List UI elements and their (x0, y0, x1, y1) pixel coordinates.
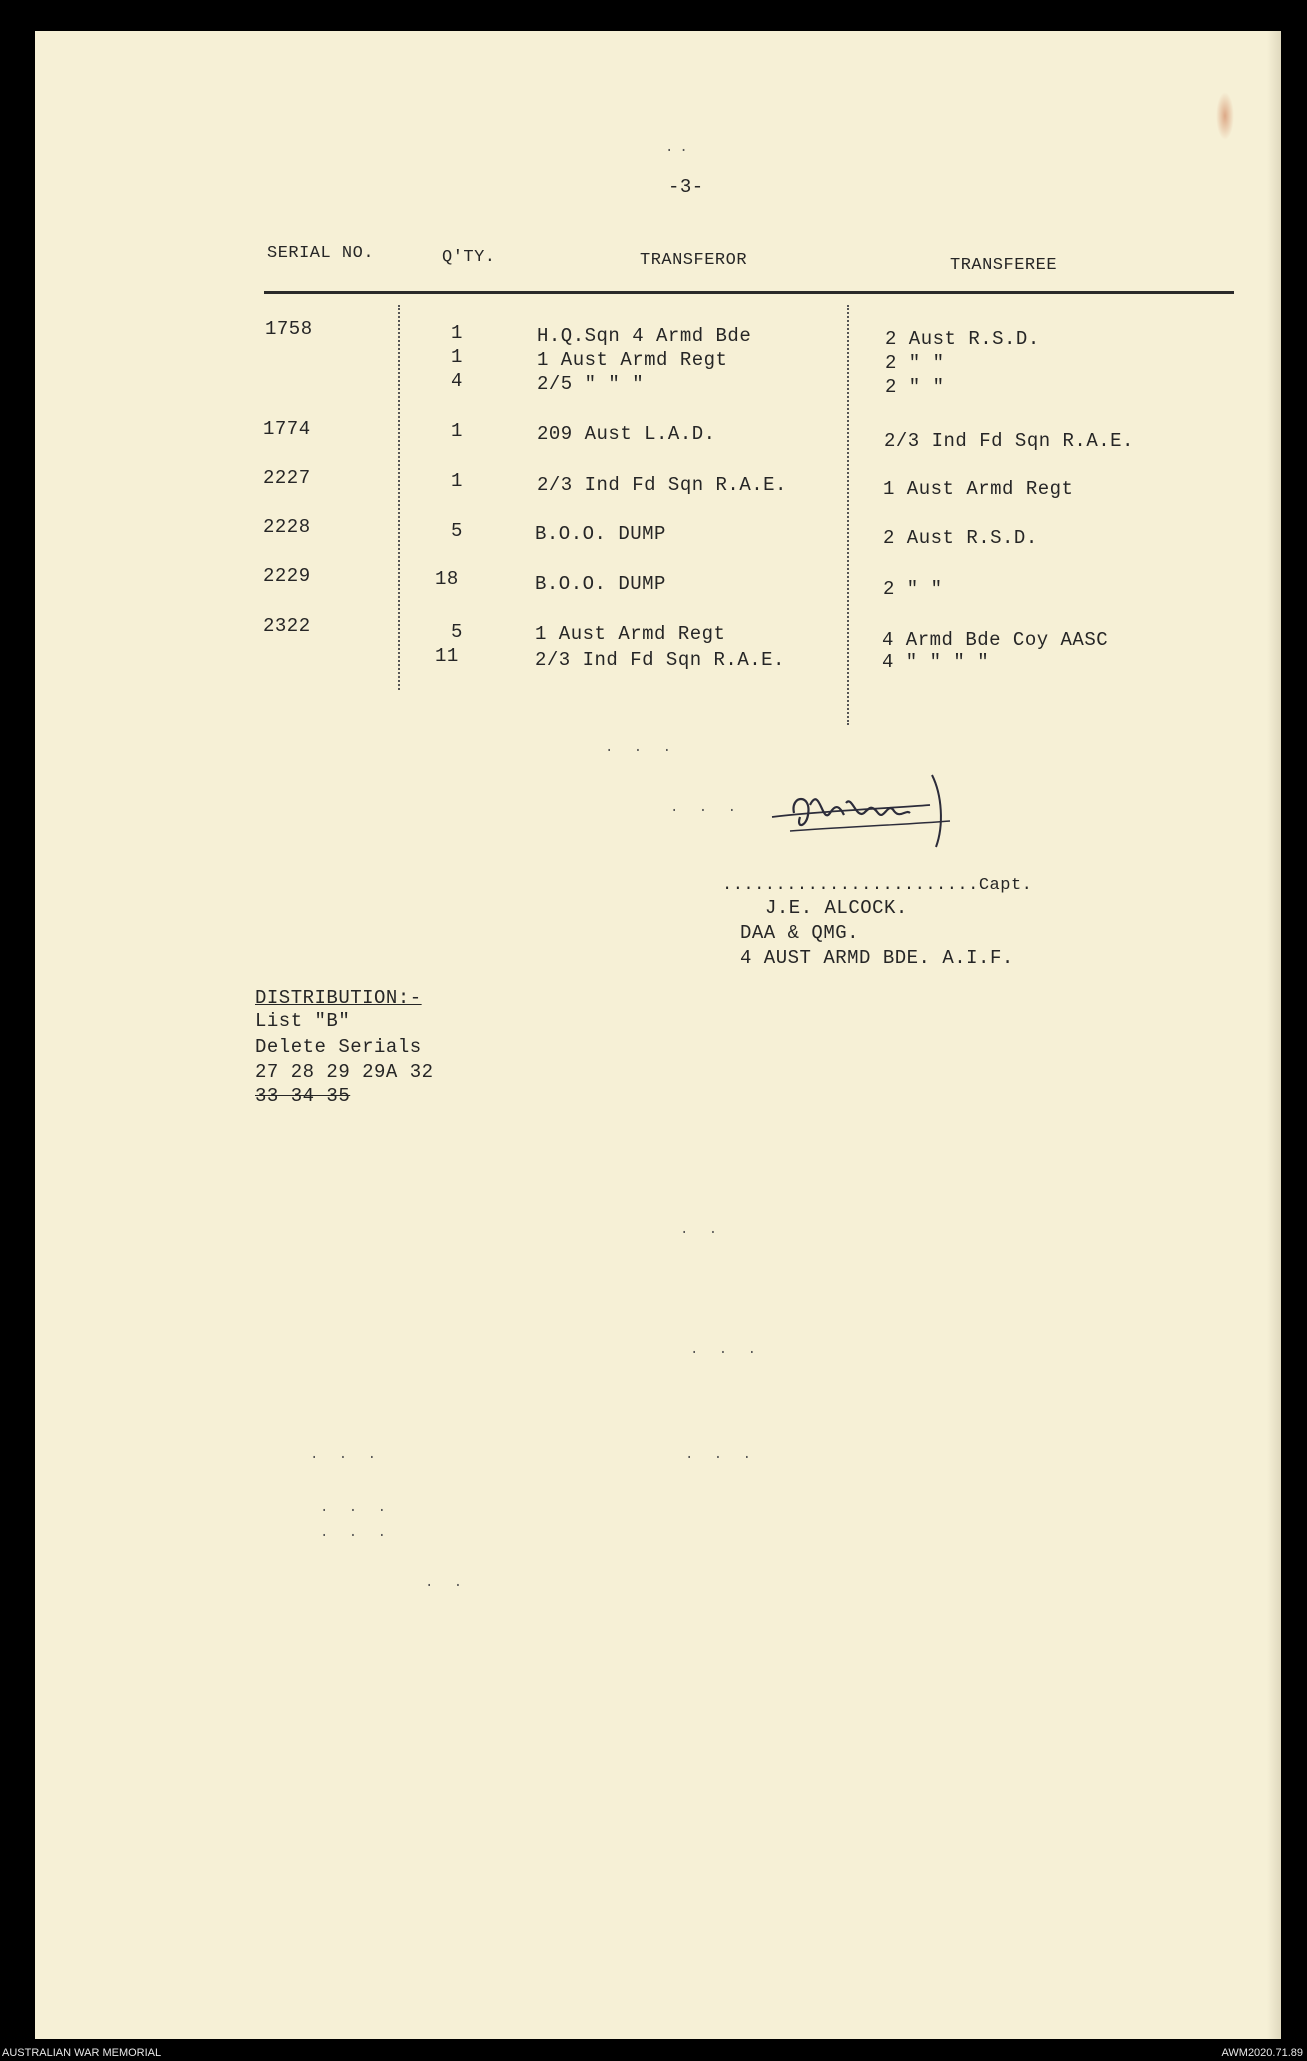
row-qty: 5 (451, 621, 463, 643)
header-serial: SERIAL NO. (267, 244, 375, 263)
stray-dots: . . . (320, 1525, 393, 1541)
row-transferee: 4 " " " " (882, 651, 990, 673)
row-qty: 11 (435, 645, 459, 667)
distribution-heading: DISTRIBUTION:- (255, 987, 422, 1009)
distribution-delete: Delete Serials (255, 1036, 422, 1058)
row-transferee: 2 " " (883, 578, 943, 600)
row-transferor: B.O.O. DUMP (535, 573, 666, 595)
row-transferor: 1 Aust Armd Regt (535, 623, 726, 645)
row-transferor: 209 Aust L.A.D. (537, 423, 716, 445)
row-serial: 2227 (263, 467, 311, 489)
row-qty: 1 (451, 420, 463, 442)
signatory-name: J.E. ALCOCK. (765, 897, 908, 919)
distribution-list: List "B" (255, 1010, 351, 1032)
row-qty: 1 (451, 346, 463, 368)
distribution-struck-serials: 33 34 35 (255, 1085, 351, 1107)
row-transferee: 2 " " (885, 376, 945, 398)
page-number: -3- (668, 176, 704, 198)
row-transferee: 2 Aust R.S.D. (885, 328, 1040, 350)
row-transferee: 2/3 Ind Fd Sqn R.A.E. (884, 430, 1134, 452)
stray-dots: . . . (310, 1447, 383, 1463)
column-divider-left (398, 305, 400, 690)
row-transferee: 4 Armd Bde Coy AASC (882, 629, 1109, 651)
header-rule (264, 291, 1234, 294)
footer-ref: AWM2020.71.89 (1221, 2047, 1303, 2059)
header-qty: Q'TY. (442, 248, 496, 267)
row-transferor: B.O.O. DUMP (535, 523, 666, 545)
row-qty: 5 (451, 520, 463, 542)
stray-dots: . . (680, 1222, 724, 1238)
stray-dots: . . . (690, 1342, 763, 1358)
row-transferee: 2 Aust R.S.D. (883, 527, 1038, 549)
column-divider-right (847, 305, 849, 725)
rust-stain (1216, 92, 1234, 140)
header-transferee: TRANSFEREE (950, 256, 1058, 275)
row-serial: 2228 (263, 516, 311, 538)
row-qty: 4 (451, 370, 463, 392)
row-transferor: 1 Aust Armd Regt (537, 349, 728, 371)
row-transferor: 2/3 Ind Fd Sqn R.A.E. (535, 649, 785, 671)
row-transferee: 1 Aust Armd Regt (883, 478, 1074, 500)
footer-archive: AUSTRALIAN WAR MEMORIAL (2, 2047, 162, 2059)
row-transferor: H.Q.Sqn 4 Armd Bde (537, 325, 752, 347)
row-serial: 1758 (265, 318, 313, 340)
stray-dots: . . . (670, 800, 743, 816)
row-serial: 2322 (263, 615, 311, 637)
row-qty: 18 (435, 568, 459, 590)
row-transferee: 2 " " (885, 352, 945, 374)
handwritten-signature (760, 755, 990, 865)
row-serial: 1774 (263, 418, 311, 440)
stray-dots: . . . (320, 1500, 393, 1516)
stray-dots: . . . (685, 1447, 758, 1463)
stray-dots: .. (665, 140, 694, 156)
signatory-role: DAA & QMG. (740, 922, 860, 944)
stray-dots: . . . (605, 740, 678, 756)
distribution-serials: 27 28 29 29A 32 (255, 1061, 434, 1083)
row-transferor: 2/5 " " " (537, 373, 645, 395)
row-serial: 2229 (263, 565, 311, 587)
page-edge-shadow (1267, 31, 1281, 2039)
row-transferor: 2/3 Ind Fd Sqn R.A.E. (537, 474, 787, 496)
stray-dots: . . (425, 1575, 469, 1591)
row-qty: 1 (451, 322, 463, 344)
row-qty: 1 (451, 470, 463, 492)
signature-line: ........................Capt. (722, 876, 1033, 895)
signatory-unit: 4 AUST ARMD BDE. A.I.F. (740, 947, 1014, 969)
header-transferor: TRANSFEROR (640, 251, 748, 270)
